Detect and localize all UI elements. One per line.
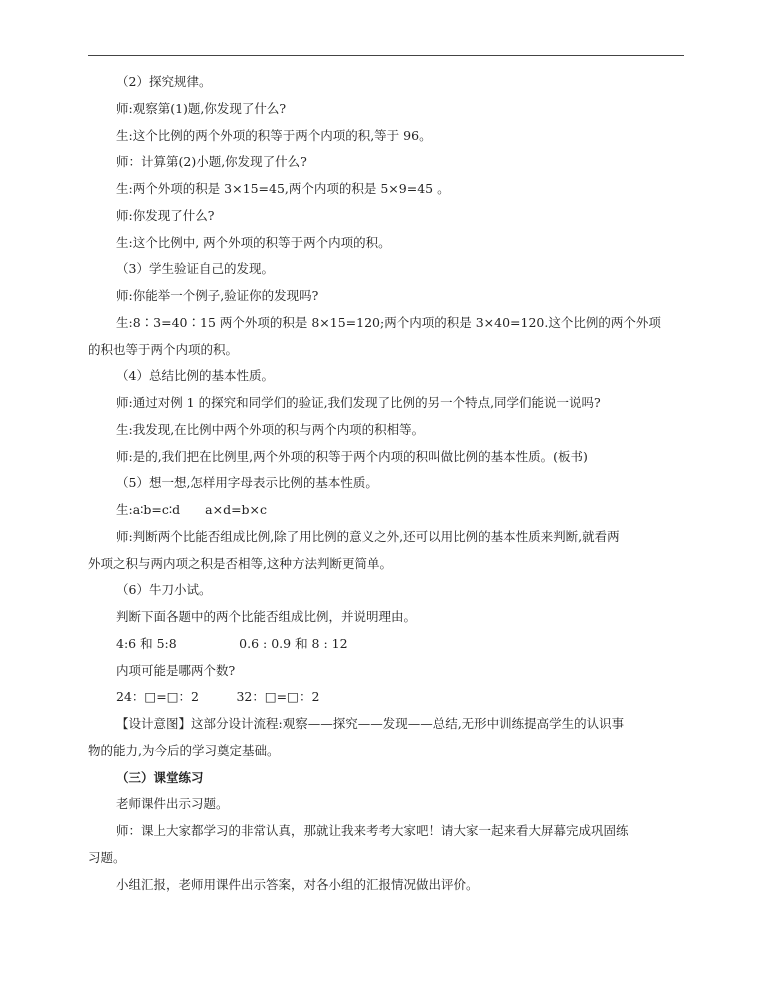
text-line: （6）牛刀小试。 [116,582,212,598]
text-line: 师：课上大家都学习的非常认真，那就让我来考考大家吧！请大家一起来看大屏幕完成巩固练 [116,823,629,838]
text-line: 生:两个外项的积是 3×15=45,两个内项的积是 5×9=45 。 [116,181,450,196]
text-line: 生:这个比例的两个外项的积等于两个内项的积,等于 96。 [116,127,432,143]
text-line: 习题。 [88,849,126,865]
text-line: 小组汇报，老师用课件出示答案，对各小组的汇报情况做出评价。 [116,876,479,892]
text-line: 24：□=□：2 32：□=□：2 [116,689,320,705]
text-line: 师:判断两个比能否组成比例,除了用比例的意义之外,还可以用比例的基本性质来判断,就看两 [116,528,620,544]
text-line: 师:观察第(1)题,你发现了什么? [116,100,287,116]
text-line: 师:通过对例 1 的探究和同学们的验证,我们发现了比例的另一个特点,同学们能说一说吗? [116,395,601,410]
text-line: 判断下面各题中的两个比能否组成比例，并说明理由。 [116,609,417,624]
text-line: 师：计算第(2)小题,你发现了什么? [116,154,307,170]
text-line: 生:这个比例中, 两个外项的积等于两个内项的积。 [116,234,391,250]
text-line: （4）总结比例的基本性质。 [116,368,274,384]
text-line: 【设计意图】这部分设计流程:观察——探究——发现——总结,无形中训练提高学生的认识事 [116,716,625,731]
text-line: 师:是的,我们把在比例里,两个外项的积等于两个内项的积叫做比例的基本性质。(板书) [116,448,588,464]
text-line: 内项可能是哪两个数? [116,662,236,678]
text-line: 物的能力,为今后的学习奠定基础。 [88,742,280,758]
text-line: 4:6 和 5:8 0.6 : 0.9 和 8 : 12 [116,635,348,651]
text-line: （三）课堂练习 [116,769,204,785]
text-line: 的积也等于两个内项的积。 [88,341,239,357]
header-rule [88,55,684,56]
text-line: （5）想一想,怎样用字母表示比例的基本性质。 [116,475,378,491]
document-body [88,71,684,900]
text-line: 外项之积与两内项之积是否相等,这种方法判断更简单。 [88,555,392,571]
text-line: 生:我发现,在比例中两个外项的积与两个内项的积相等。 [116,421,425,437]
text-line: 师:你能举一个例子,验证你的发现吗? [116,288,319,303]
text-line: 师:你发现了什么? [116,207,215,223]
text-line: （2）探究规律。 [116,74,212,89]
text-line: 生:8∶3=40∶15 两个外项的积是 8×15=120;两个内项的积是 3×40=120.这个比例的两个外项 [116,314,661,330]
text-line: （3）学生验证自己的发现。 [116,261,274,277]
text-line: 老师课件出示习题。 [116,796,229,812]
text-line: 生:a∶b=c∶d a×d=b×c [116,502,268,517]
